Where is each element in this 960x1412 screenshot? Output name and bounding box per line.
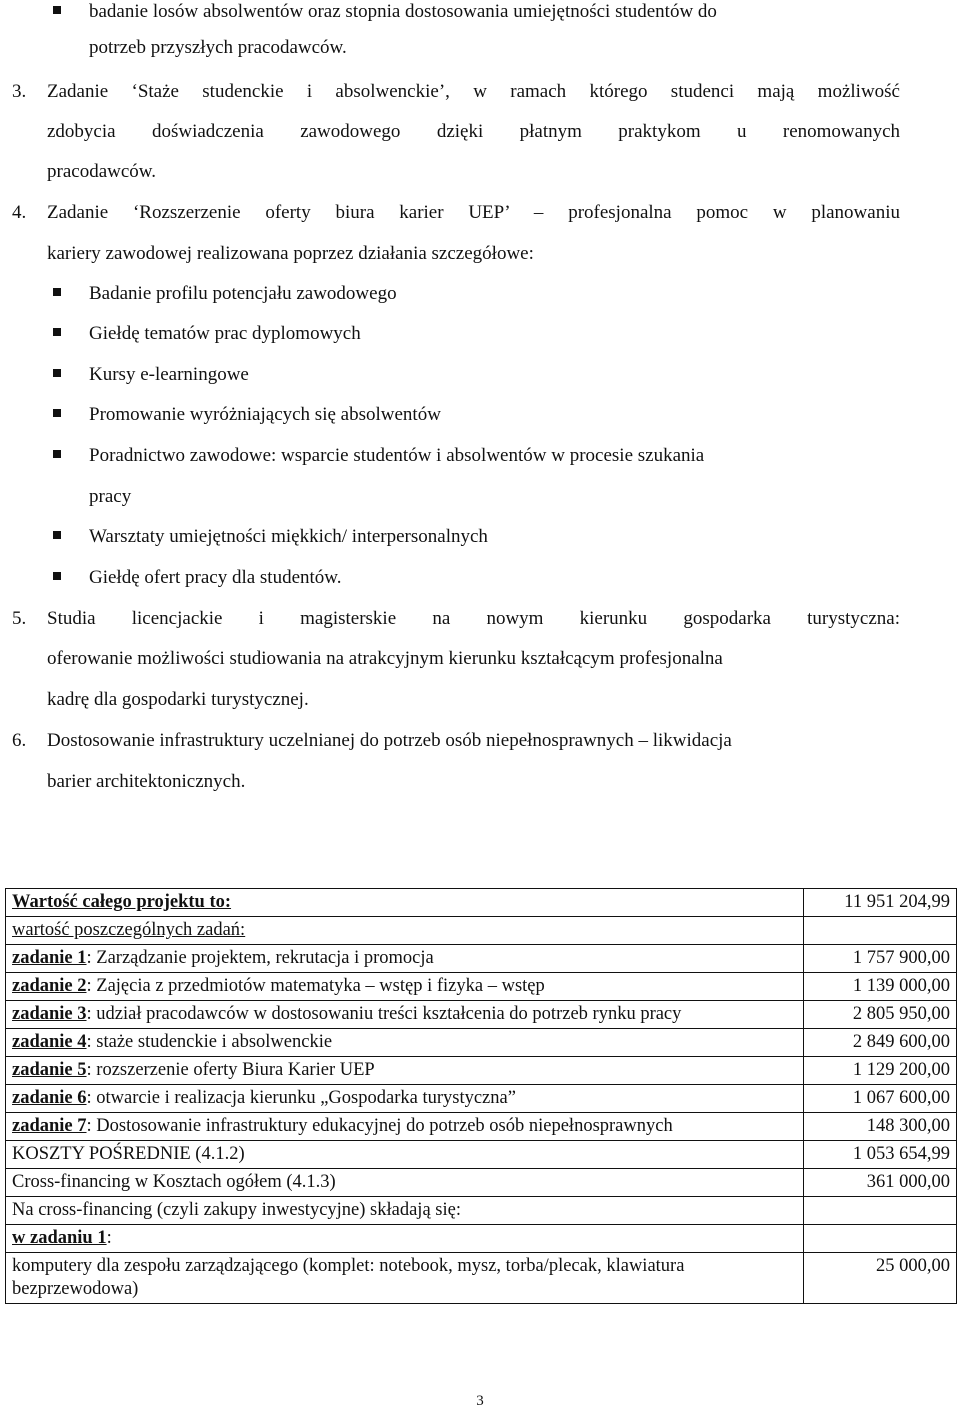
cross-financing-label: Cross-financing w Kosztach ogółem (4.1.3) (6, 1169, 804, 1197)
item-4-bullet: Badanie profilu potencjału zawodowego (89, 283, 397, 304)
computers-label: komputery dla zespołu zarządzającego (komplet: notebook, mysz, torba/plecak, klawiatura bezprzewodowa) (6, 1253, 804, 1304)
table-row (6, 1225, 957, 1253)
bullet-marker (53, 6, 61, 14)
table-row (6, 945, 957, 973)
item-3-line-1: Zadanie ‘Staże studenckie i absolwenckie’, w ramach którego studenci mają możliwość (47, 81, 900, 102)
indirect-costs-value: 1 053 654,99 (804, 1141, 957, 1169)
page-number: 3 (476, 1393, 484, 1409)
table-row (6, 1113, 957, 1141)
in-task-colon: : (106, 1228, 112, 1248)
bullet-marker (53, 369, 61, 377)
item-6-line-1: Dostosowanie infrastruktury uczelnianej do potrzeb osób niepełnosprawnych – likwidacja (47, 730, 732, 751)
bullet-marker (53, 328, 61, 336)
intro-bullet-line-1 (89, 0, 900, 24)
total-value: 11 951 204,99 (804, 889, 957, 917)
item-3-number: 3. (12, 81, 27, 102)
bullet-marker (53, 450, 61, 458)
task-key: zadanie 1 (12, 948, 87, 968)
task-desc: : Dostosowanie infrastruktury edukacyjnej do potrzeb osób niepełnosprawnych (86, 1116, 673, 1136)
table-row (6, 1057, 957, 1085)
total-label: Wartość całego projektu to: (12, 892, 232, 912)
task-key: zadanie 6 (12, 1088, 87, 1108)
in-task-label: w zadaniu 1 (12, 1228, 107, 1248)
indirect-costs-label: KOSZTY POŚREDNIE (4.1.2) (6, 1141, 804, 1169)
task-desc: : Zajęcia z przedmiotów matematyka – wstęp i fizyka – wstęp (86, 976, 545, 996)
item-3-line-2: zdobycia doświadczenia zawodowego dzięki płatnym praktykom u renomowanych (47, 121, 900, 142)
task-value: 1 129 200,00 (804, 1057, 957, 1085)
task-value: 2 849 600,00 (804, 1029, 957, 1057)
bullet-marker (53, 531, 61, 539)
intro-bullet-text-1: badanie losów absolwentów oraz stopnia dostosowania umiejętności studentów do (89, 1, 717, 22)
table-row (6, 973, 957, 1001)
item-4-bullet: Giełdę ofert pracy dla studentów. (89, 567, 342, 588)
item-4-line-1: Zadanie ‘Rozszerzenie oferty biura karier UEP’ – profesjonalna pomoc w planowaniu (47, 202, 900, 223)
item-5-line-2: oferowanie możliwości studiowania na atrakcyjnym kierunku kształcącym profesjonalna (47, 648, 723, 669)
task-desc: : rozszerzenie oferty Biura Karier UEP (86, 1060, 375, 1080)
table-row (6, 1169, 957, 1197)
table-row (6, 1141, 957, 1169)
table-row (6, 1253, 957, 1304)
bullet-marker (53, 288, 61, 296)
item-4-bullet-continuation: pracy (89, 486, 132, 507)
item-5-number: 5. (12, 608, 27, 629)
item-4-number: 4. (12, 202, 27, 223)
item-6-number: 6. (12, 730, 27, 751)
task-desc: : otwarcie i realizacja kierunku „Gospodarka turystyczna” (86, 1088, 516, 1108)
task-value: 2 805 950,00 (804, 1001, 957, 1029)
task-desc: : staże studenckie i absolwenckie (86, 1032, 333, 1052)
bullet-marker (53, 572, 61, 580)
item-4-bullet: Promowanie wyróżniających się absolwentów (89, 404, 441, 425)
item-4-bullet: Kursy e-learningowe (89, 364, 249, 385)
intro-bullet-line-2: potrzeb przyszłych pracodawców. (89, 37, 347, 58)
item-4-bullet: Poradnictwo zawodowe: wsparcie studentów i absolwentów w procesie szukania (89, 445, 705, 466)
computers-value: 25 000,00 (804, 1253, 957, 1304)
task-key: zadanie 5 (12, 1060, 87, 1080)
cross-financing-note: Na cross-financing (czyli zakupy inwestycyjne) składają się: (6, 1197, 804, 1225)
task-value: 148 300,00 (804, 1113, 957, 1141)
task-desc: : Zarządzanie projektem, rekrutacja i promocja (86, 948, 434, 968)
task-key: zadanie 7 (12, 1116, 87, 1136)
item-4-bullet: Warsztaty umiejętności miękkich/ interpersonalnych (89, 526, 488, 547)
item-4-line-2: kariery zawodowej realizowana poprzez działania szczegółowe: (47, 243, 534, 264)
task-desc: : udział pracodawców w dostosowaniu treści kształcenia do potrzeb rynku pracy (86, 1004, 682, 1024)
task-key: zadanie 4 (12, 1032, 87, 1052)
project-cost-table (5, 888, 957, 1304)
task-value: 1 757 900,00 (804, 945, 957, 973)
item-3-line-3: pracodawców. (47, 161, 157, 182)
item-5-line-3: kadrę dla gospodarki turystycznej. (47, 689, 309, 710)
table-row (6, 917, 957, 945)
task-key: zadanie 3 (12, 1004, 87, 1024)
item-6-line-2: barier architektonicznych. (47, 771, 246, 792)
table-row (6, 889, 957, 917)
table-row (6, 1029, 957, 1057)
table-row (6, 1197, 957, 1225)
cross-financing-value: 361 000,00 (804, 1169, 957, 1197)
task-value: 1 139 000,00 (804, 973, 957, 1001)
task-value: 1 067 600,00 (804, 1085, 957, 1113)
item-4-bullet: Giełdę tematów prac dyplomowych (89, 323, 361, 344)
item-5-line-1: Studia licencjackie i magisterskie na nowym kierunku gospodarka turystyczna: (47, 608, 900, 629)
table-row (6, 1085, 957, 1113)
tasks-header: wartość poszczególnych zadań: (12, 920, 246, 940)
bullet-marker (53, 409, 61, 417)
task-key: zadanie 2 (12, 976, 87, 996)
table-row (6, 1001, 957, 1029)
